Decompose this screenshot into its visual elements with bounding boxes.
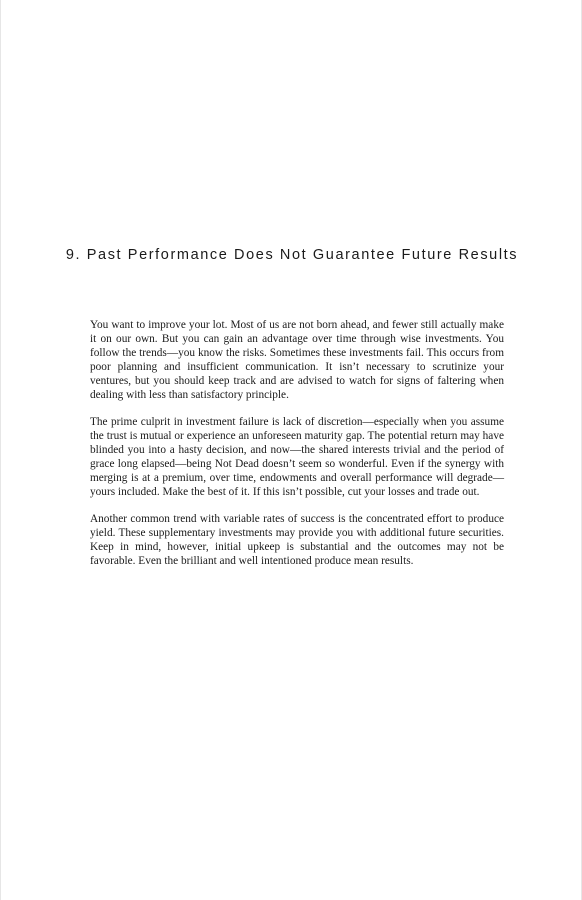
paragraph-1: You want to improve your lot. Most of us are not born ahead, and fewer still actually make it on our own. But you can gain an advantage over time through wise investments. You follow the trends—you know the risks. Sometimes these investments fail. This occurs from poor planning and insufficient communication. It isn’t necessary to scrutinize your ventures, but you should keep track and are advised to watch for signs of faltering when dealing with less than satisfactory principle.: [90, 319, 504, 401]
paragraph-3: Another common trend with variable rates of success is the concentrated effort to produce yield. These supplementary investments may provide you with additional future securities. Keep in mind, however, initial upkeep is substantial and the outcomes may not be favorable. Even the brilliant and well intentioned produce mean results.: [90, 513, 504, 567]
paragraph-2: The prime culprit in investment failure is lack of discretion—especially when you assume the trust is mutual or experience an unforeseen maturity gap. The potential return may have blinded you into a hasty decision, and now—the shared interests trivial and the period of grace long elapsed—being Not Dead doesn’t seem so wonderful. Even if the synergy with merging is at a premium, over time, endowments and overall performance will degrade—yours included. Make the best of it. If this isn’t possible, cut your losses and trade out.: [90, 416, 504, 498]
chapter-body: [90, 318, 504, 581]
chapter-title: 9. Past Performance Does Not Guarantee Future Results: [65, 247, 519, 263]
